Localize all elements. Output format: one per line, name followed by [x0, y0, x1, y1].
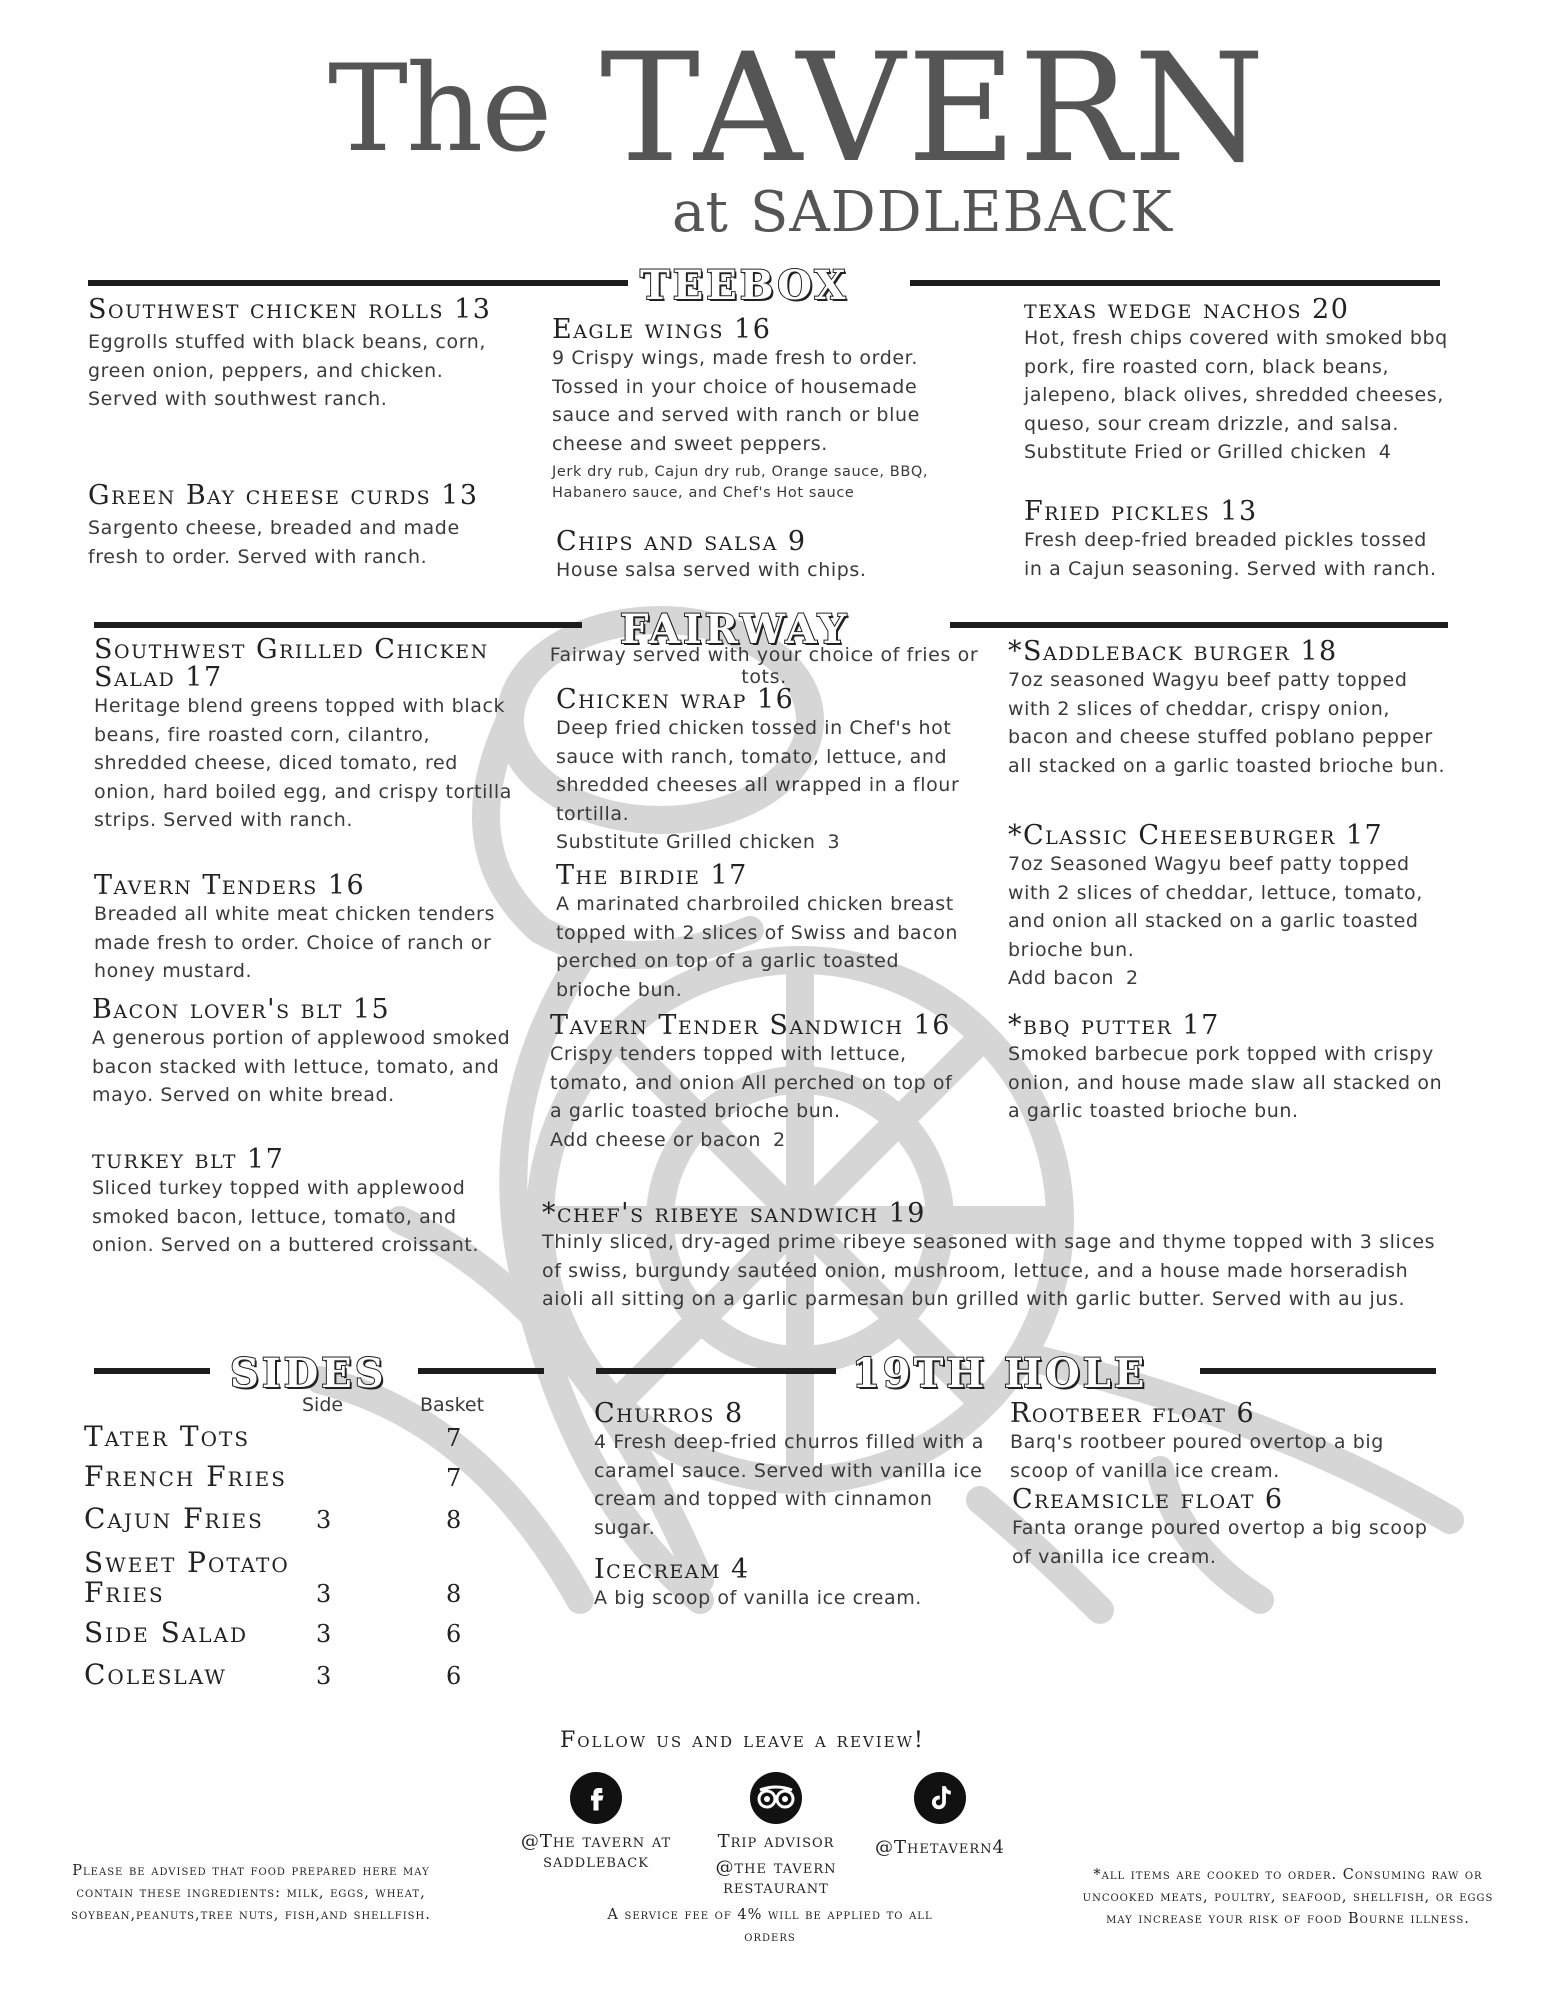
item-description: Eggrolls stuffed with black beans, corn, green onion, peppers, and chicken. Served with southwest ranch. [88, 331, 487, 410]
nineteenth-rule-right [1200, 1368, 1436, 1374]
basket-price: 8 [446, 1580, 462, 1608]
sides-rule-left [94, 1368, 210, 1374]
item-description: Sargento cheese, breaded and made fresh to order. Served with ranch. [88, 517, 460, 568]
item-name: Eagle wings 16 [552, 314, 772, 345]
basket-price: 7 [446, 1464, 462, 1492]
sides-row [84, 1548, 504, 1608]
menu-item-southwest-rolls [88, 296, 498, 414]
facebook-handle: @The tavern at saddleback [520, 1831, 672, 1872]
side-item-name: Coleslaw [84, 1658, 227, 1691]
item-name: Rootbeer float 6 [1010, 1398, 1256, 1429]
item-description: Fresh deep-fried breaded pickles tossed in a Cajun seasoning. Served with ranch. [1024, 529, 1437, 580]
item-price: 8 [724, 1398, 744, 1429]
item-description: A generous portion of applewood smoked bacon stacked with lettuce, tomato, and mayo. Served on white bread. [92, 1027, 511, 1106]
item-name: *Saddleback burger 18 [1008, 636, 1338, 667]
item-name: *Classic Cheeseburger 17 [1008, 820, 1384, 851]
item-price: 6 [1236, 1398, 1256, 1429]
tripadvisor-handle: @the tavern restaurant [715, 1857, 837, 1898]
item-name: Fried pickles 13 [1024, 496, 1258, 527]
tiktok-icon [914, 1772, 966, 1824]
item-description: A big scoop of vanilla ice cream. [594, 1587, 922, 1609]
item-description: Breaded all white meat chicken tenders made fresh to order. Choice of ranch or honey mustard. [94, 903, 495, 982]
facebook-icon [570, 1772, 622, 1824]
section-title-sides: SIDES [230, 1350, 387, 1397]
item-name: Tavern Tenders 16 [94, 870, 366, 901]
follow-heading: Follow us and leave a review! [560, 1728, 925, 1753]
item-price: 16 [327, 870, 366, 901]
item-price: 6 [1264, 1484, 1284, 1515]
menu-item-icecream [594, 1556, 1014, 1613]
item-description: A marinated charbroiled chicken breast topped with 2 slices of Swiss and bacon perched on top of a garlic toasted brioche bun. [556, 893, 959, 1001]
tiktok-link[interactable] [860, 1772, 1020, 1858]
section-title-fairway: FAIRWAY [620, 606, 850, 653]
menu-item-sw-salad [94, 636, 514, 835]
service-fee-notice: A service fee of 4% will be applied to all orders [607, 1907, 933, 1945]
item-price: 13 [454, 294, 492, 325]
item-description: Crispy tenders topped with lettuce, tomato, and onion All perched on top of a garlic toasted brioche bun. [550, 1043, 953, 1122]
tiktok-handle: @Thetavern4 [874, 1837, 1006, 1858]
wing-sauces: Jerk dry rub, Cajun dry rub, Orange sauce, BBQ, Habanero sauce, and Chef's Hot sauce [552, 464, 929, 501]
menu-item-churros [594, 1400, 994, 1542]
fairway-rule-right [950, 622, 1448, 628]
side-item-name: Tater Tots [84, 1420, 251, 1453]
item-price: 17 [710, 860, 748, 891]
fairway-note: Fairway served with your choice of fries or tots. [549, 644, 979, 688]
tripadvisor-icon [750, 1772, 802, 1824]
logo-at: at [672, 180, 728, 245]
item-price: 18 [1300, 636, 1338, 667]
raw-food-warning: *all items are cooked to order. Consuming raw or uncooked meats, poultry, seafood, shellfish, or eggs may increase your risk of food Bourne illness. [1082, 1867, 1494, 1927]
menu-item-nachos [1024, 296, 1454, 467]
sides-rule-right [418, 1368, 544, 1374]
side-item-name: Cajun Fries [84, 1502, 264, 1535]
logo-the: The [328, 40, 551, 179]
item-price: 17 [246, 1144, 285, 1175]
item-extra: Add cheese or bacon 2 [550, 1128, 786, 1151]
menu-item-birdie [556, 862, 976, 1004]
sides-row [84, 1618, 504, 1648]
menu-item-chips-salsa [556, 528, 976, 585]
item-price: 16 [734, 314, 772, 345]
tripadvisor-link[interactable] [692, 1772, 860, 1898]
item-price: 17 [185, 662, 223, 693]
menu-item-bacon-blt [92, 996, 512, 1110]
side-price: 3 [316, 1506, 332, 1534]
item-name: texas wedge nachos 20 [1024, 294, 1350, 325]
item-price: 15 [352, 994, 391, 1025]
menu-item-tender-sandwich [550, 1012, 970, 1154]
item-price: 17 [1182, 1010, 1220, 1041]
menu-item-saddleback-burger [1008, 638, 1448, 780]
teebox-rule-right [910, 280, 1440, 286]
sides-row [84, 1660, 504, 1690]
item-name: Green Bay cheese curds 13 [88, 480, 479, 511]
facebook-link[interactable] [496, 1772, 696, 1872]
item-price: 13 [441, 480, 479, 511]
item-price: 16 [913, 1010, 951, 1041]
item-price: 9 [787, 526, 807, 557]
section-title-teebox: TEEBOX [640, 262, 849, 309]
sides-row [84, 1462, 504, 1492]
item-price: 20 [1312, 294, 1350, 325]
item-description: Hot, fresh chips covered with smoked bbq pork, fire roasted corn, black beans, jalepeno, black olives, shredded cheeses, queso, sour cream drizzle, and salsa. [1024, 327, 1448, 435]
item-price: 17 [1345, 820, 1384, 851]
item-description: Sliced turkey topped with applewood smoked bacon, lettuce, tomato, and onion. Served on a buttered croissant. [92, 1177, 480, 1256]
item-extra: Substitute Grilled chicken 3 [556, 831, 841, 853]
nineteenth-rule-left [596, 1368, 836, 1374]
item-description: Fanta orange poured overtop a big scoop of vanilla ice cream. [1012, 1517, 1428, 1568]
menu-item-turkey-blt [92, 1146, 512, 1260]
logo-saddleback: SADDLEBACK [750, 180, 1173, 245]
item-name: *bbq putter 17 [1008, 1010, 1220, 1041]
logo-tavern: TAVERN [600, 22, 1267, 196]
item-description: 7oz Seasoned Wagyu beef patty topped with 2 slices of cheddar, lettuce, tomato, and onion all stacked on a garlic toasted brioche bun. [1008, 853, 1423, 961]
fairway-rule-left [94, 622, 582, 628]
item-description: Smoked barbecue pork topped with crispy onion, and house made slaw all stacked on a garlic toasted brioche bun. [1008, 1043, 1443, 1122]
item-description: House salsa served with chips. [556, 559, 867, 581]
item-name: Icecream 4 [594, 1554, 750, 1585]
menu-item-chicken-wrap [556, 686, 976, 857]
menu-item-rootbeer-float [1010, 1400, 1440, 1485]
side-price: 3 [316, 1662, 332, 1690]
item-price: 19 [888, 1198, 926, 1229]
basket-price: 8 [446, 1506, 462, 1534]
item-name: Chicken wrap 16 [556, 684, 795, 715]
item-name: Creamsicle float 6 [1012, 1484, 1284, 1515]
basket-price: 6 [446, 1662, 462, 1690]
basket-price: 6 [446, 1620, 462, 1648]
menu-item-tavern-tenders [94, 872, 514, 986]
menu-item-classic-cheeseburger [1008, 822, 1448, 993]
tripadvisor-label: Trip advisor [717, 1831, 835, 1852]
item-name: Bacon lover's blt 15 [92, 994, 391, 1025]
item-description: 4 Fresh deep-fried churros filled with a caramel sauce. Served with vanilla ice cream and topped with cinnamon sugar. [594, 1431, 984, 1539]
menu-item-ribeye [542, 1200, 1442, 1314]
sides-row [84, 1422, 504, 1452]
item-name: turkey blt 17 [92, 1144, 285, 1175]
item-name: Southwest Grilled Chicken Salad 17 [94, 634, 489, 693]
item-extra: Substitute Fried or Grilled chicken 4 [1024, 441, 1392, 463]
item-description: Barq's rootbeer poured overtop a big scoop of vanilla ice cream. [1010, 1431, 1384, 1482]
side-price: 3 [316, 1580, 332, 1608]
item-description: 7oz seasoned Wagyu beef patty topped with 2 slices of cheddar, crispy onion, bacon and cheese stuffed poblano pepper all stacked on a garlic toasted brioche bun. [1008, 669, 1446, 777]
teebox-rule-left [88, 280, 628, 286]
menu-item-bbq-putter [1008, 1012, 1448, 1126]
item-price: 16 [756, 684, 795, 715]
side-price: 3 [316, 1620, 332, 1648]
item-name: Churros 8 [594, 1398, 744, 1429]
allergen-notice: Please be advised that food prepared here may contain these ingredients: milk, eggs, wheat, soybean,peanuts,tree nuts, fish,and shellfish. [71, 1863, 431, 1923]
item-price: 13 [1220, 496, 1258, 527]
menu-item-green-bay [88, 482, 508, 571]
item-description: Deep fried chicken tossed in Chef's hot sauce with ranch, tomato, lettuce, and shredded cheeses all wrapped in a flour tortilla. [556, 717, 960, 825]
item-name: Tavern Tender Sandwich 16 [550, 1010, 951, 1041]
sides-col-basket: Basket [420, 1394, 485, 1416]
section-title-19th-hole: 19TH HOLE [852, 1350, 1148, 1397]
item-name: Southwest chicken rolls 13 [88, 294, 492, 325]
menu-item-creamsicle-float [1012, 1486, 1442, 1571]
item-name: The birdie 17 [556, 860, 748, 891]
item-name: Chips and salsa 9 [556, 526, 807, 557]
sides-row [84, 1504, 504, 1534]
item-description: Thinly sliced, dry-aged prime ribeye seasoned with sage and thyme topped with 3 slices of swiss, burgundy sautéed onion, mushroom, lettuce, and a house made horseradish aioli all sitting on a garlic parmesan bun grilled with garlic butter. Served with au jus. [542, 1231, 1436, 1310]
menu-item-eagle-wings [552, 316, 972, 504]
side-item-name: Sweet Potato Fries [84, 1546, 290, 1609]
item-price: 4 [730, 1554, 750, 1585]
side-item-name: French Fries [84, 1460, 287, 1493]
item-extra: Add bacon 2 [1008, 967, 1139, 989]
side-item-name: Side Salad [84, 1616, 249, 1649]
menu-item-fried-pickles [1024, 498, 1444, 583]
sides-col-side: Side [302, 1394, 344, 1416]
item-description: 9 Crispy wings, made fresh to order. Tossed in your choice of housemade sauce and served with ranch or blue cheese and sweet peppers. [552, 347, 920, 455]
item-description: Heritage blend greens topped with black beans, fire roasted corn, cilantro, shredded cheese, diced tomato, red onion, hard boiled egg, and crispy tortilla strips. Served with ranch. [94, 695, 513, 831]
item-name: *chef's ribeye sandwich 19 [542, 1198, 926, 1229]
basket-price: 7 [446, 1424, 462, 1452]
